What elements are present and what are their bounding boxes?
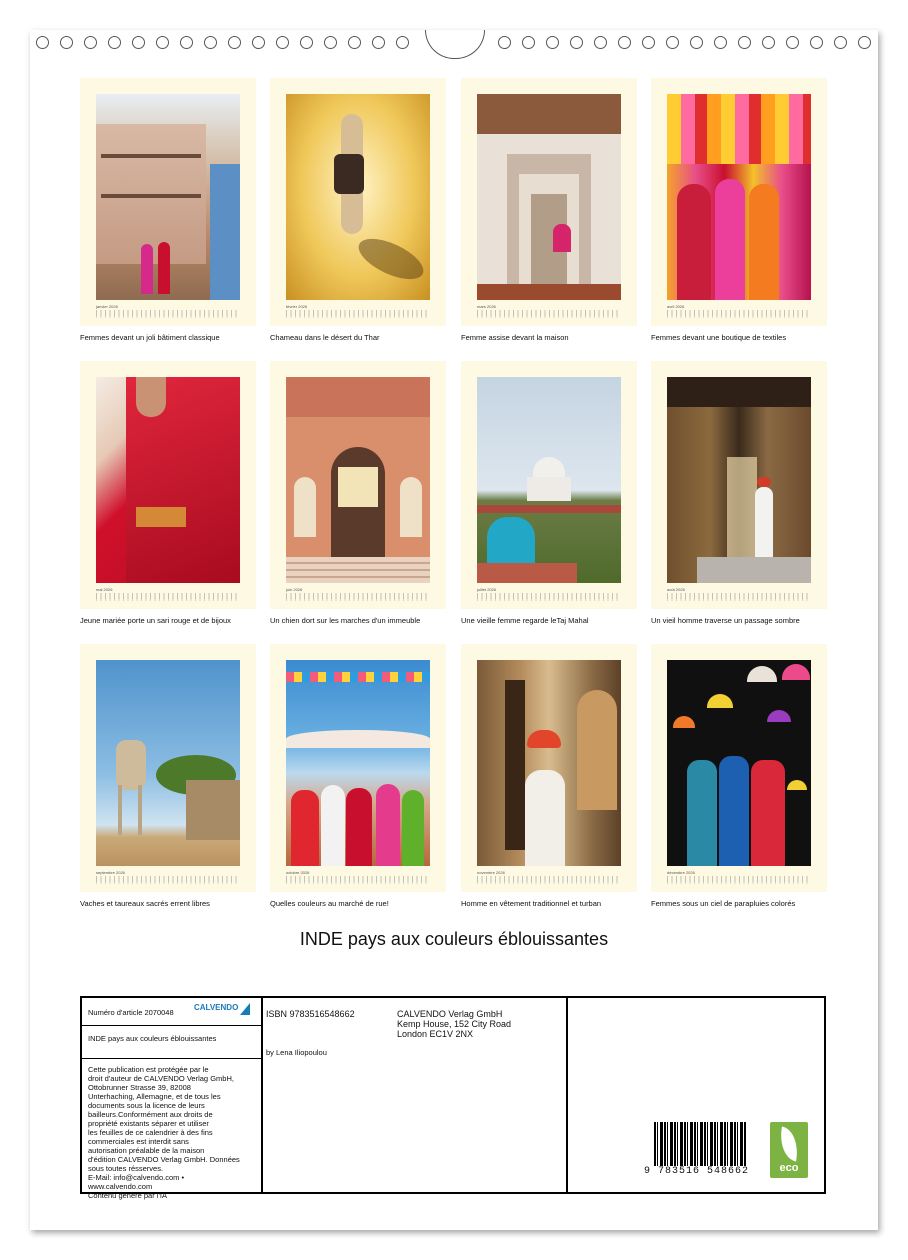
binding-hole	[690, 36, 703, 49]
photo-bride-red-sari	[96, 377, 240, 583]
day-grid	[477, 598, 621, 601]
binding-hole	[666, 36, 679, 49]
legal-line: commerciales est interdit sans	[88, 1137, 189, 1146]
caption: Vaches et taureaux sacrés errent libres	[80, 899, 210, 908]
binding-hole	[156, 36, 169, 49]
month-label: janvier 2026	[96, 304, 118, 309]
binding-hole	[546, 36, 559, 49]
legal-line: Contenu généré par l'IA	[88, 1191, 167, 1200]
publisher-line: London EC1V 2NX	[397, 1029, 474, 1039]
legal-line: les feuilles de ce calendrier à des fins	[88, 1128, 213, 1137]
month-label: septembre 2026	[96, 870, 125, 875]
binding-hole	[228, 36, 241, 49]
month-card-october	[270, 644, 446, 892]
legal-line: E-Mail: info@calvendo.com •	[88, 1173, 185, 1182]
legal-line: www.calvendo.com	[88, 1182, 153, 1191]
binding-hole	[276, 36, 289, 49]
photo-dog-steps	[286, 377, 430, 583]
barcode	[654, 1122, 746, 1166]
binding-hole	[834, 36, 847, 49]
binding-hole	[618, 36, 631, 49]
day-grid	[286, 598, 430, 601]
caption: Homme en vêtement traditionnel et turban	[461, 899, 602, 908]
month-card-may	[80, 361, 256, 609]
binding-hole	[324, 36, 337, 49]
day-grid	[286, 315, 430, 318]
month-card-november	[461, 644, 637, 892]
month-label: août 2026	[667, 587, 685, 592]
publisher-line: Kemp House, 152 City Road	[397, 1019, 512, 1029]
legal-line: Ottobrunner Strasse 39, 82008	[88, 1083, 191, 1092]
legal-line: autorisation préalable de la maison	[88, 1146, 205, 1155]
month-card-september	[80, 644, 256, 892]
month-label: novembre 2026	[477, 870, 505, 875]
photo-man-turban	[477, 660, 621, 866]
day-grid	[667, 598, 811, 601]
eco-badge	[770, 1122, 808, 1178]
photo-street-market	[286, 660, 430, 866]
caption: Une vieille femme regarde leTaj Mahal	[461, 616, 589, 625]
divider	[82, 1025, 261, 1026]
legal-line: Cette publication est protégée par le	[88, 1065, 209, 1074]
binding-hole	[738, 36, 751, 49]
month-card-march	[461, 78, 637, 326]
barcode-number: 9 783516 548662	[644, 1166, 750, 1177]
binding-hole	[60, 36, 73, 49]
month-label: juin 2026	[286, 587, 303, 592]
publisher-line: CALVENDO Verlag GmbH	[397, 1009, 503, 1019]
binding-hole	[252, 36, 265, 49]
month-label: juillet 2026	[477, 587, 497, 592]
binding-hole	[84, 36, 97, 49]
binding-hole	[498, 36, 511, 49]
caption: Quelles couleurs au marché de rue!	[270, 899, 389, 908]
binding-hole	[300, 36, 313, 49]
legal-line: bailleurs.Conformément aux droits de	[88, 1110, 213, 1119]
divider	[82, 1058, 261, 1059]
binding-hole	[642, 36, 655, 49]
month-label: décembre 2026	[667, 870, 695, 875]
binding-hole	[762, 36, 775, 49]
photo-umbrella-sky	[667, 660, 811, 866]
month-card-december	[651, 644, 827, 892]
legal-line: droit d'auteur de CALVENDO Verlag GmbH,	[88, 1074, 234, 1083]
month-card-february	[270, 78, 446, 326]
author: by Lena Iliopoulou	[266, 1048, 327, 1057]
isbn: ISBN 9783516548662	[266, 1009, 355, 1019]
binding-hole	[810, 36, 823, 49]
binding-hole	[348, 36, 361, 49]
caption: Femmes devant une boutique de textiles	[651, 333, 787, 342]
legal-line: sous toutes résserves.	[88, 1164, 164, 1173]
month-card-june	[270, 361, 446, 609]
month-card-august	[651, 361, 827, 609]
month-card-april	[651, 78, 827, 326]
legal-line: documents sous la licence de leurs	[88, 1101, 205, 1110]
binding-hole	[522, 36, 535, 49]
caption: Un chien dort sur les marches d'un immeuble	[270, 616, 421, 625]
caption: Un vieil homme traverse un passage sombre	[651, 616, 800, 625]
photo-taj-mahal	[477, 377, 621, 583]
photo-camel-desert	[286, 94, 430, 300]
month-card-july	[461, 361, 637, 609]
calvendo-logo: CALVENDO	[194, 1003, 239, 1012]
month-label: octobre 2026	[286, 870, 310, 875]
photo-dark-passage	[667, 377, 811, 583]
month-card-january	[80, 78, 256, 326]
day-grid	[96, 598, 240, 601]
month-label: mars 2026	[477, 304, 496, 309]
product-title: INDE pays aux couleurs éblouissantes	[88, 1034, 217, 1043]
month-label: février 2026	[286, 304, 308, 309]
day-grid	[96, 881, 240, 884]
binding-hole	[108, 36, 121, 49]
leaf-icon	[776, 1127, 801, 1162]
binding-hole	[36, 36, 49, 49]
photo-textile-shop	[667, 94, 811, 300]
day-grid	[667, 881, 811, 884]
legal-line: d'édition CALVENDO Verlag GmbH. Données	[88, 1155, 240, 1164]
binding-hole	[570, 36, 583, 49]
binding-hole	[372, 36, 385, 49]
photo-women-building	[96, 94, 240, 300]
caption: Femmes sous un ciel de parapluies colorés	[651, 899, 796, 908]
binding-hole	[204, 36, 217, 49]
publisher-address	[397, 1009, 511, 1039]
binding-hole	[132, 36, 145, 49]
binding-hole	[180, 36, 193, 49]
caption: Femme assise devant la maison	[461, 333, 569, 342]
day-grid	[96, 315, 240, 318]
month-label: avril 2026	[667, 304, 685, 309]
divider	[566, 998, 568, 1192]
month-label: mai 2026	[96, 587, 113, 592]
eco-label: eco	[779, 1162, 799, 1174]
binding-hole	[786, 36, 799, 49]
day-grid	[286, 881, 430, 884]
article-number: Numéro d'article 2070048	[88, 1008, 174, 1017]
caption: Femmes devant un joli bâtiment classique	[80, 333, 220, 342]
caption: Jeune mariée porte un sari rouge et de bijoux	[80, 616, 231, 625]
day-grid	[477, 315, 621, 318]
legal-line: Unterhaching, Allemagne, et de tous les	[88, 1092, 221, 1101]
legal-line: propriété existants séparer et utiliser	[88, 1119, 209, 1128]
photo-woman-doorway	[477, 94, 621, 300]
calendar-title: INDE pays aux couleurs éblouissantes	[299, 929, 609, 949]
day-grid	[477, 881, 621, 884]
binding-hole	[858, 36, 871, 49]
binding-hole	[594, 36, 607, 49]
binding-hole	[714, 36, 727, 49]
photo-sacred-cow	[96, 660, 240, 866]
caption: Chameau dans le désert du Thar	[270, 333, 380, 342]
legal-notice	[88, 1065, 263, 1200]
binding-hole	[396, 36, 409, 49]
day-grid	[667, 315, 811, 318]
